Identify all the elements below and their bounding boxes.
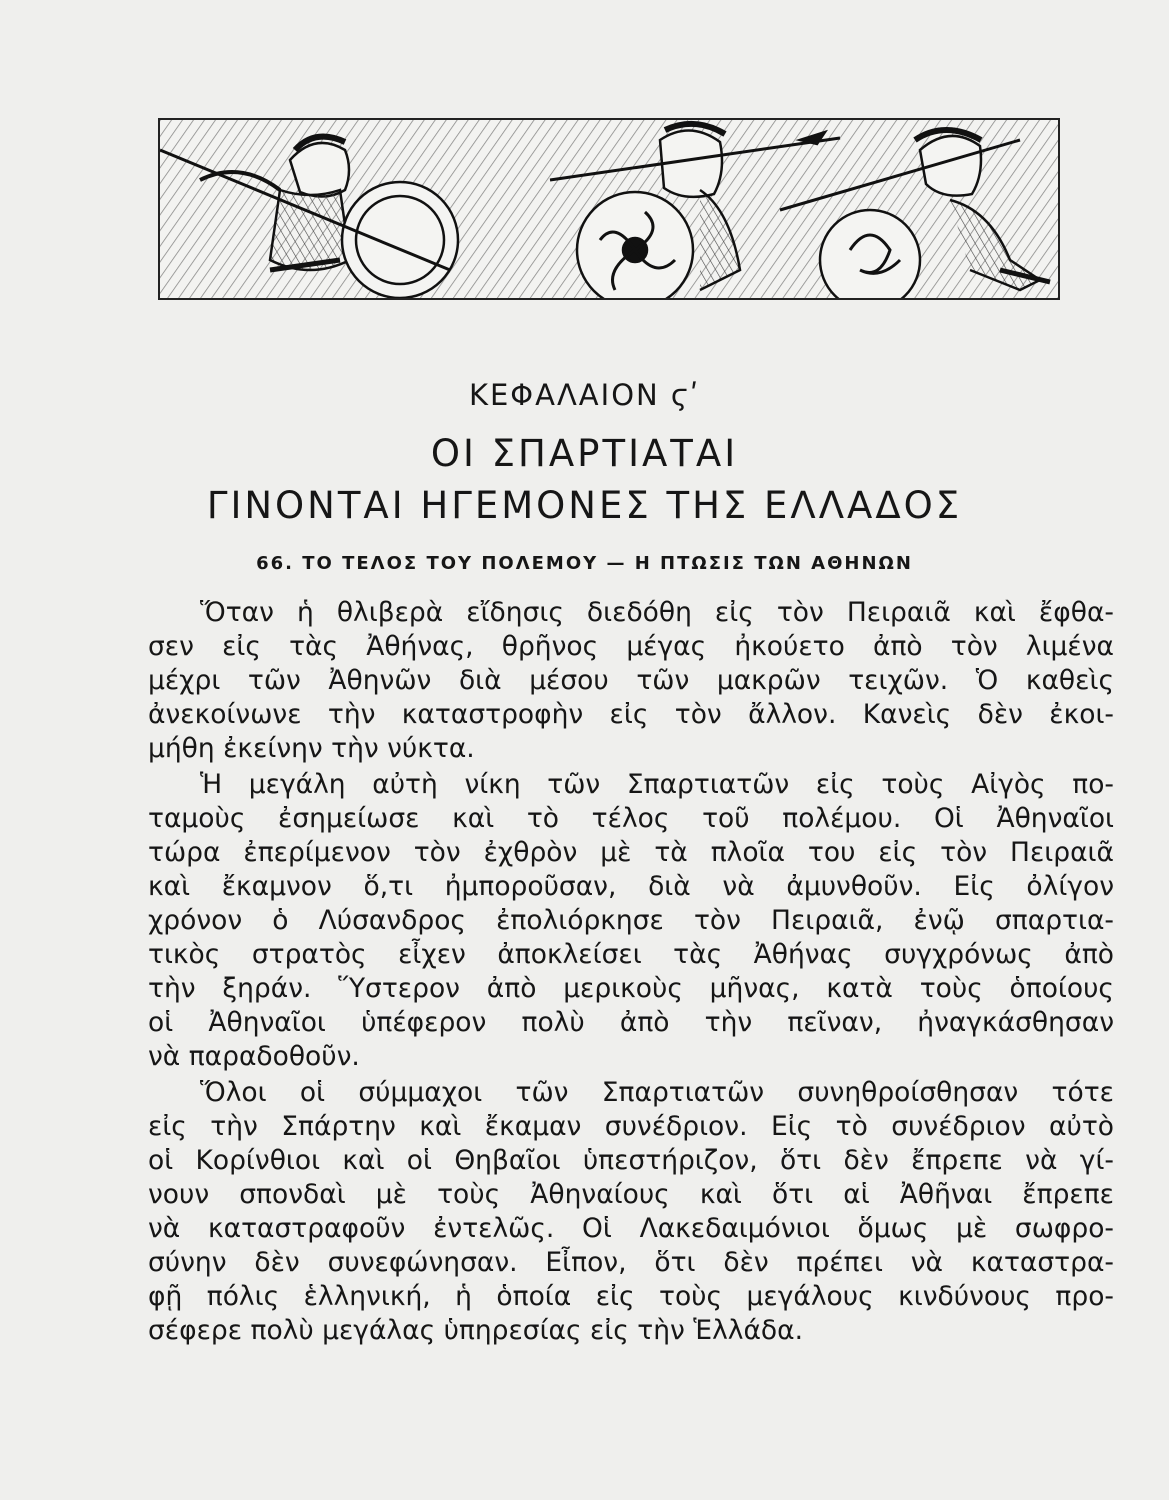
body-line: σύνην δὲν συνεφώνησαν. Εἶπον, ὅτι δὲν πρέπει νὰ καταστρα-: [148, 1247, 1114, 1278]
body-line: ταμοὺς ἐσημείωσε καὶ τὸ τέλος τοῦ πολέμου. Οἱ Ἀθηναῖοι: [148, 803, 1114, 834]
hoplite-frieze-illustration: [158, 118, 1060, 300]
body-line: σεν εἰς τὰς Ἀθήνας, θρῆνος μέγας ἠκούετο ἀπὸ τὸν λιμένα: [148, 631, 1114, 662]
body-line: νουν σπονδαὶ μὲ τοὺς Ἀθηναίους καὶ ὅτι αἱ Ἀθῆναι ἔπρεπε: [148, 1179, 1114, 1210]
body-line: ἀνεκοίνωνε τὴν καταστροφὴν εἰς τὸν ἄλλον. Κανεὶς δὲν ἐκοι-: [148, 699, 1114, 730]
body-line: οἱ Κορίνθιοι καὶ οἱ Θηβαῖοι ὑπεστήριζον, ὅτι δὲν ἔπρεπε νὰ γί-: [148, 1145, 1114, 1176]
body-line: τώρα ἐπερίμενον τὸν ἐχθρὸν μὲ τὰ πλοῖα του εἰς τὸν Πειραιᾶ: [148, 837, 1114, 868]
body-line: χρόνον ὁ Λύσανδρος ἐπολιόρκησε τὸν Πειραιᾶ, ἐνῷ σπαρτια-: [148, 905, 1114, 936]
body-line: καὶ ἔκαμνον ὅ,τι ἠμποροῦσαν, διὰ νὰ ἀμυνθοῦν. Εἰς ὀλίγον: [148, 871, 1114, 902]
body-line: τικὸς στρατὸς εἶχεν ἀποκλείσει τὰς Ἀθήνας συγχρόνως ἀπὸ: [148, 939, 1114, 970]
chapter-title-line-1: ΟΙ ΣΠΑΡΤΙΑΤΑΙ: [430, 432, 739, 475]
body-line: Ὅταν ἡ θλιβερὰ εἴδησις διεδόθη εἰς τὸν Πειραιᾶ καὶ ἔφθα-: [200, 597, 1114, 628]
body-line: μέχρι τῶν Ἀθηνῶν διὰ μέσου τῶν μακρῶν τειχῶν. Ὁ καθεὶς: [148, 665, 1114, 696]
hoplite-battle-drawing: [160, 120, 1058, 298]
body-line: οἱ Ἀθηναῖοι ὑπέφερον πολὺ ἀπὸ τὴν πεῖναν, ἠναγκάσθησαν: [148, 1007, 1114, 1038]
body-line: Ὅλοι οἱ σύμμαχοι τῶν Σπαρτιατῶν συνηθροίσθησαν τότε: [200, 1077, 1114, 1108]
body-line: μήθη ἐκείνην τὴν νύκτα.: [148, 733, 475, 764]
chapter-title-line-2: ΓΙΝΟΝΤΑΙ ΗΓΕΜΟΝΕΣ ΤΗΣ ΕΛΛΑΔΟΣ: [206, 484, 963, 527]
body-line: νὰ καταστραφοῦν ἐντελῶς. Οἱ Λακεδαιμόνιοι ὅμως μὲ σωφρο-: [148, 1213, 1114, 1244]
body-line: τὴν ξηράν. Ὕστερον ἀπὸ μερικοὺς μῆνας, κατὰ τοὺς ὁποίους: [148, 973, 1114, 1004]
chapter-label: ΚΕΦΑΛΑΙΟΝ ϛʹ: [468, 378, 701, 412]
body-line: εἰς τὴν Σπάρτην καὶ ἔκαμαν συνέδριον. Εἰς τὸ συνέδριον αὐτὸ: [148, 1111, 1114, 1142]
body-line: σέφερε πολὺ μεγάλας ὑπηρεσίας εἰς τὴν Ἑλλάδα.: [148, 1315, 804, 1346]
section-heading: 66. ΤΟ ΤΕΛΟΣ ΤΟΥ ΠΟΛΕΜΟΥ — Η ΠΤΩΣΙΣ ΤΩΝ ΑΘΗΝΩΝ: [256, 553, 913, 574]
body-line: νὰ παραδοθοῦν.: [148, 1041, 360, 1072]
body-line: Ἡ μεγάλη αὐτὴ νίκη τῶν Σπαρτιατῶν εἰς τοὺς Αἰγὸς πο-: [200, 769, 1114, 800]
body-line: φῇ πόλις ἑλληνική, ἡ ὁποία εἰς τοὺς μεγάλους κινδύνους προ-: [148, 1281, 1114, 1312]
